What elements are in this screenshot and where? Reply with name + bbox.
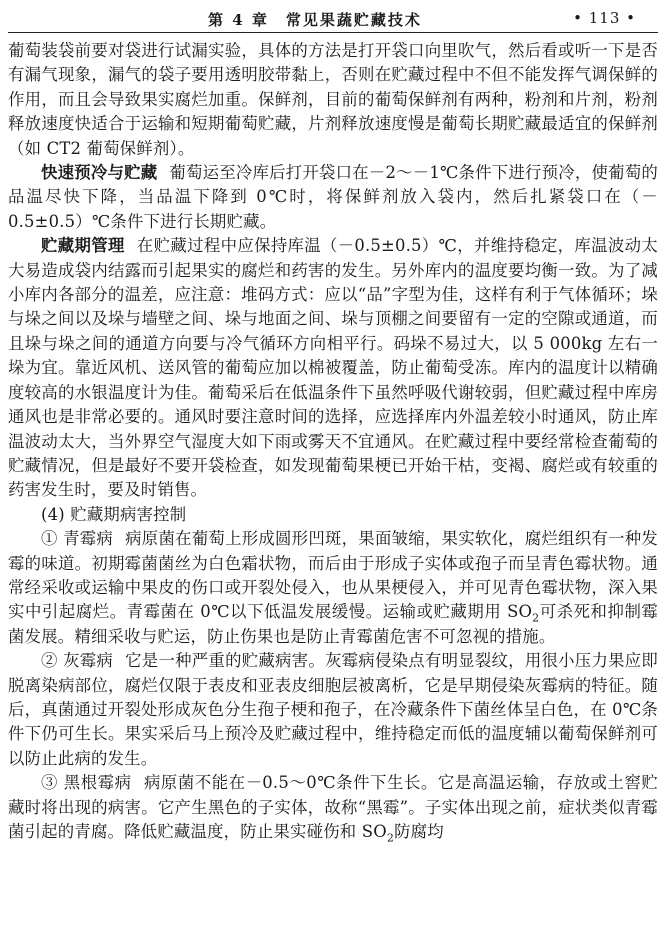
disease-name-gray-mold: ② 灰霉病	[41, 651, 114, 671]
paragraph-precooling	[8, 161, 658, 234]
paragraph-text: 可杀死和抑制霉菌发展。精细采收与贮运，防止伤果也是防止青霉菌危害不可忽视的措施。	[8, 602, 658, 646]
paragraph-text: 病原菌不能在－0.5～0℃条件下生长。它是高温运输，存放或土窖贮藏时将出现的病害。它产生黑色的子实体，故称“黑霉”。子实体出现之前，症状类似青霉菌引起的青腐。降低贮藏温度，防止果实碰伤和 SO	[8, 773, 658, 841]
paragraph-text: 葡萄装袋前要对袋进行试漏实验，具体的方法是打开袋口向里吹气，然后看或听一下是否有漏气现象，漏气的袋子要用透明胶带黏上，否则在贮藏过程中不但不能发挥气调保鲜的作用，而且会导致果实腐烂加重。保鲜剂，目前的葡萄保鲜剂有两种，粉剂和片剂，粉剂释放速度快适合于运输和短期葡萄贮藏，片剂释放速度慢是葡萄长期贮藏最适宜的保鲜剂（如 CT2 葡萄保鲜剂）。	[8, 41, 658, 158]
subsection-heading	[8, 503, 658, 527]
paragraph-text: 在贮藏过程中应保持库温（－0.5±0.5）℃，并维持稳定，库温波动太大易造成袋内结露而引起果实的腐烂和药害的发生。另外库内的温度要均衡一致。为了减小库内各部分的温差，应注意：堆码方式：应以“品”字型为佳，这样有利于气体循环；垛与垛之间以及垛与墙壁之间、垛与地面之间、垛与顶棚之间要留有一定的空隙或通道，而且垛与垛之间的通道方向要与冷气循环方向相平行。码垛不易过大，以 5 000kg 左右一垛为宜。靠近风机、送风管的葡萄应加以棉被覆盖，防止葡萄受冻。库内的温度计以精确度较高的水银温度计为佳。葡萄采后在低温条件下虽然呼吸代谢较弱，但贮藏过程中库房通风也是非常必要的。通风时要注意时间的选择，应选择库内外温差较小时通风，防止库温波动太大，当外界空气湿度大如下雨或雾天不宜通风。在贮藏过程中要经常检查葡萄的贮藏情况，但是最好不要开袋检查，如发现葡萄果梗已开始干枯，变褐、腐烂或有较重的药害发生时，要及时销售。	[8, 236, 658, 500]
chapter-title: 第 4 章 常见果蔬贮藏技术	[208, 11, 422, 29]
disease-name-black-rot: ③ 黑根霉病	[41, 773, 132, 793]
disease-name-blue-mold: ① 青霉病	[41, 529, 114, 549]
page-number: • 113 •	[573, 9, 636, 27]
paragraph-text: 它是一种严重的贮藏病害。灰霉病侵染点有明显裂纹，用很小压力果应即脱离染病部位，腐烂仅限于表皮和亚表皮细胞层被离析，它是早期侵染灰霉病的特征。随后，真菌通过开裂处形成灰色分生孢子梗和孢子，在冷藏条件下菌丝体呈白色，在 0℃条件下仍可生长。果实采后马上预冷及贮藏过程中，维持稳定而低的温度辅以葡萄保鲜剂可以防止此病的发生。	[8, 651, 658, 768]
section-lead-precooling: 快速预冷与贮藏	[41, 163, 158, 183]
section-lead-management: 贮藏期管理	[41, 236, 125, 256]
paragraph-blue-mold	[8, 527, 658, 649]
paragraph-bagging	[8, 39, 658, 161]
subscript: 2	[532, 611, 540, 625]
subsection-heading-text: (4) 贮藏期病害控制	[41, 504, 187, 524]
paragraph-text: 病原菌在葡萄上形成圆形凹斑，果面皱缩，果实软化，腐烂组织有一种发霉的味道。初期霉菌菌丝为白色霜状物，而后由于形成子实体或孢子而呈青色霉状物。通常经采收或运输中果皮的伤口或开裂处侵入，也从果梗侵入，并可见青色霉状物，深入果实中引起腐烂。青霉菌在 0℃以下低温发展缓慢。运输或贮藏期用 SO	[8, 529, 658, 622]
paragraph-text: 防腐均	[394, 822, 444, 841]
running-header	[8, 6, 658, 33]
paragraph-text: 葡萄运至冷库后打开袋口在－2～－1℃条件下进行预冷，使葡萄的品温尽快下降，当品温下降到 0℃时，将保鲜剂放入袋内，然后扎紧袋口在（－0.5±0.5）℃条件下进行长期贮藏。	[8, 163, 658, 231]
paragraph-black-rot	[8, 771, 658, 844]
paragraph-storage-management	[8, 234, 658, 502]
subscript: 2	[386, 831, 395, 845]
body-text	[8, 39, 658, 844]
paragraph-gray-mold	[8, 649, 658, 771]
